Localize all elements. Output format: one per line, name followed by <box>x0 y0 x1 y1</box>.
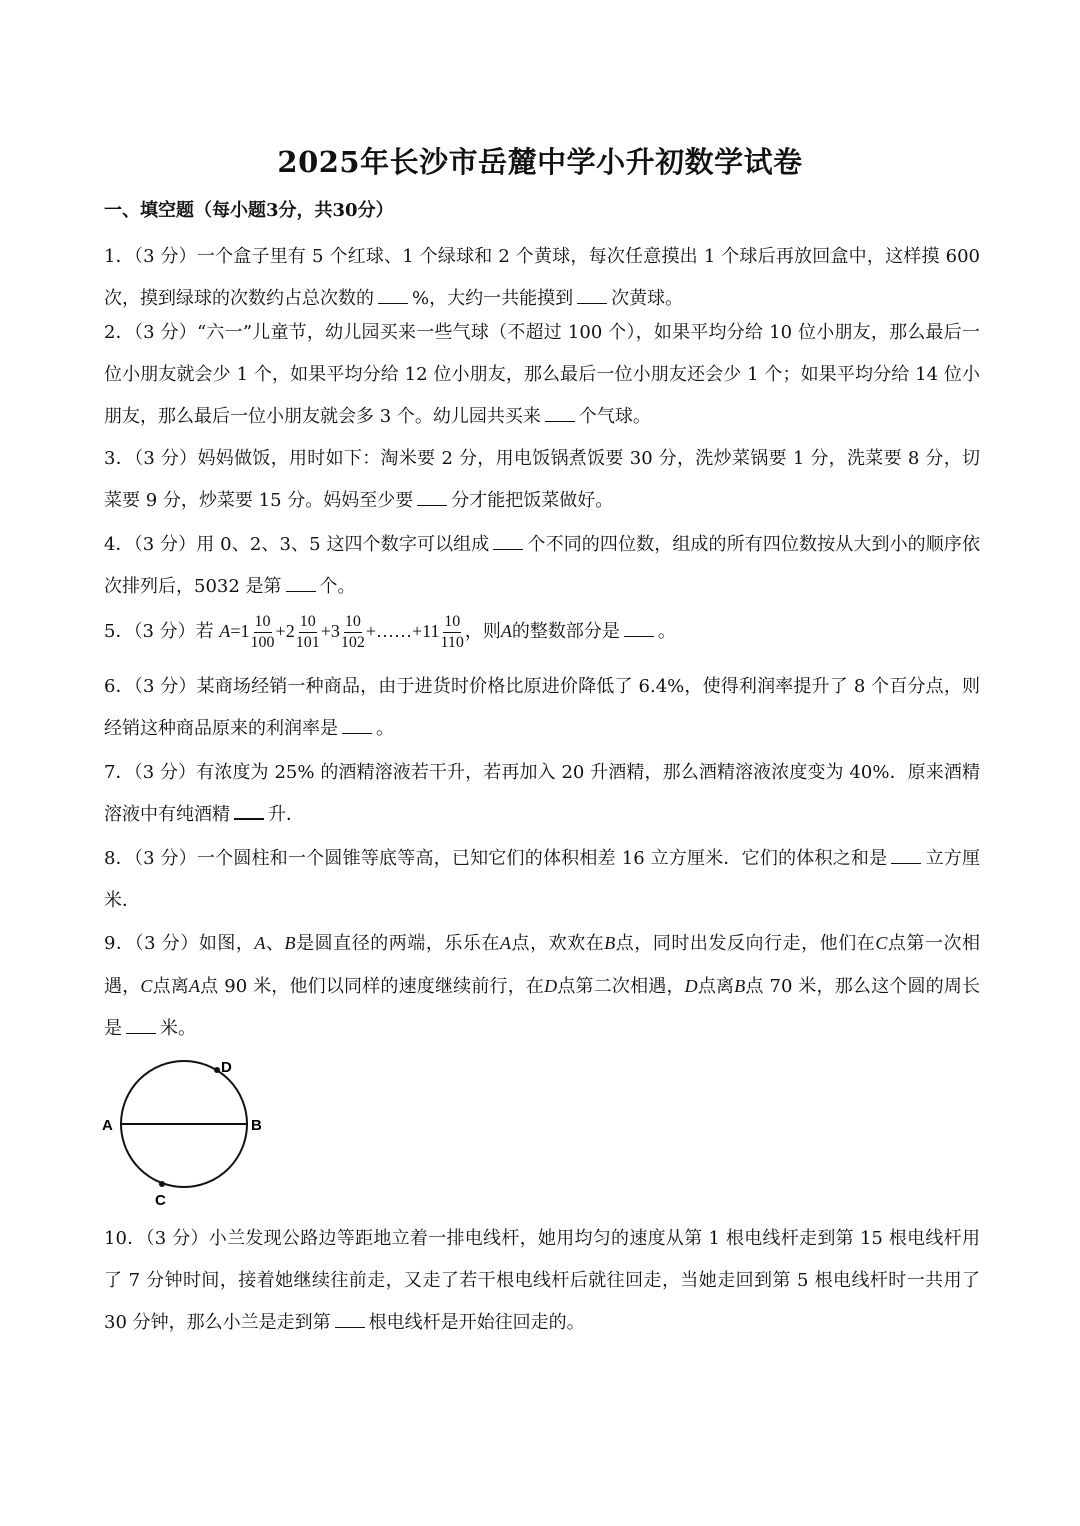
answer-blank <box>378 287 408 304</box>
answer-blank <box>335 1311 365 1328</box>
answer-blank <box>286 575 316 592</box>
question-4: 4．（3 分）用 0、2、3、5 这四个数字可以组成 个不同的四位数，组成的所有四位数按从大到小的顺序依次排列后，5032 是第 个。 <box>104 534 980 597</box>
point-d <box>214 1067 220 1073</box>
answer-blank <box>126 1017 156 1034</box>
page-title: 2025年长沙市岳麓中学小升初数学试卷 <box>277 145 803 179</box>
question-6: 6．（3 分）某商场经销一种商品，由于进货时价格比原进价降低了 6.4%，使得利润率提升了 8 个百分点，则经销这种商品原来的利润率是 。 <box>104 676 980 739</box>
question-1: 1．（3 分）一个盒子里有 5 个红球、1 个绿球和 2 个黄球，每次任意摸出 1 个球后再放回盒中，这样摸 600 次，摸到绿球的次数约占总次数的 %，大约一共能摸到 次黄球。 <box>104 246 980 309</box>
section-heading: 一、填空题（每小题3分，共30分） <box>104 200 394 221</box>
label-b: B <box>251 1117 262 1134</box>
answer-blank <box>624 620 654 637</box>
answer-blank <box>234 802 264 820</box>
circle-diagram <box>100 1058 270 1208</box>
question-5: 5．（3 分）若 A=1 $\frac{10}{100}$ +2 $\frac{10}{101}$ +3 $\frac{10}{102}$ +……+11 $\frac{10}{110}$ ，则A的整数部分是 。 <box>104 613 676 652</box>
equation: A=1 $\frac{10}{100}$ +2 $\frac{10}{101}$ +3 $\frac{10}{102}$ +……+11 $\frac{10}{110}$ <box>219 613 464 652</box>
answer-blank <box>342 717 372 734</box>
question-9: 9．（3 分）如图，A、B是圆直径的两端，乐乐在A点，欢欢在B点，同时出发反向行走，他们在C点第一次相遇，C点离A点 90 米，他们以同样的速度继续前行，在D点第二次相遇，D点离B点 70 米，那么这个圆的周长是 米。 <box>104 933 981 1039</box>
answer-blank <box>493 533 523 550</box>
question-10: 10．（3 分）小兰发现公路边等距地立着一排电线杆，她用均匀的速度从第 1 根电线杆走到第 15 根电线杆用了 7 分钟时间，接着她继续往前走，又走了若干根电线杆后就往回走，当她走回到第 5 根电线杆时一共用了 30 分钟，那么小兰是走到第 根电线杆是开始往回走的。 <box>104 1228 980 1333</box>
fraction: $\frac{10}{102}$ <box>340 613 365 652</box>
label-a: A <box>102 1117 113 1134</box>
answer-blank <box>417 489 447 506</box>
question-2: 2．（3 分）“六一”儿童节，幼儿园买来一些气球（不超过 100 个），如果平均分给 10 位小朋友，那么最后一位小朋友就会少 1 个，如果平均分给 12 位小朋友，那么最后一位小朋友还会少 1 个；如果平均分给 14 位小朋友，那么最后一位小朋友就会多 3 个。幼儿园共买来 个气球。 <box>104 322 980 427</box>
answer-blank <box>545 405 575 422</box>
question-3: 3．（3 分）妈妈做饭，用时如下：淘米要 2 分，用电饭锅煮饭要 30 分，洗炒菜锅要 1 分，洗菜要 8 分，切菜要 9 分，炒菜要 15 分。妈妈至少要 分才能把饭菜做好。 <box>104 448 980 511</box>
question-8: 8．（3 分）一个圆柱和一个圆锥等底等高，已知它们的体积相差 16 立方厘米．它们的体积之和是 立方厘米． <box>104 848 980 911</box>
label-c: C <box>155 1192 166 1208</box>
answer-blank <box>577 287 607 304</box>
label-d: D <box>221 1059 232 1076</box>
point-c <box>159 1181 165 1187</box>
answer-blank <box>891 847 921 864</box>
fraction: $\frac{10}{101}$ <box>295 613 320 652</box>
question-7: 7．（3 分）有浓度为 25% 的酒精溶液若干升，若再加入 20 升酒精，那么酒精溶液浓度变为 40%．原来酒精溶液中有纯酒精 升． <box>104 762 980 825</box>
fraction: $\frac{10}{100}$ <box>250 613 275 652</box>
fraction: $\frac{10}{110}$ <box>440 613 464 652</box>
